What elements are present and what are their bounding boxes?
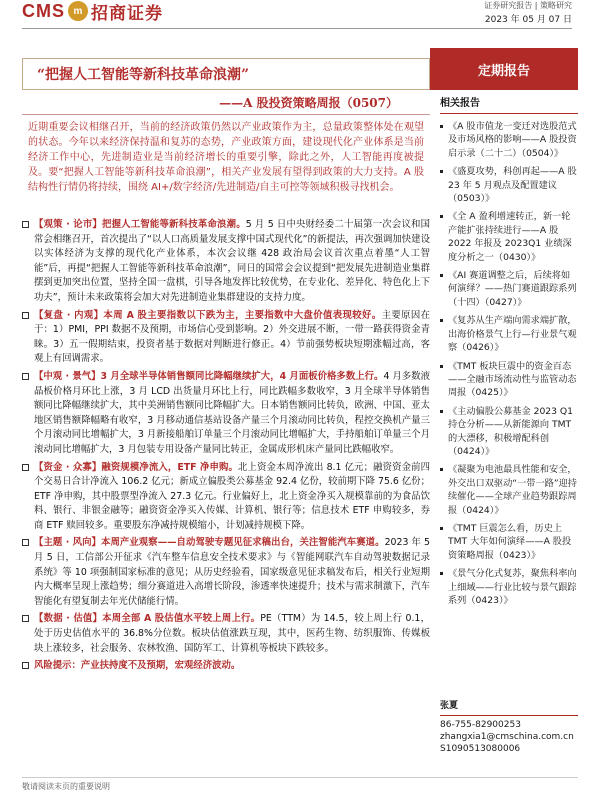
related-reports-sidebar xyxy=(440,94,578,612)
analyst-name: 张夏 xyxy=(440,700,578,716)
paragraph-heading: 【中观 · 景气】3 月全球半导体销售额同比降幅继续扩大，4 月面板价格多数上行。 xyxy=(34,370,384,382)
checkbox-bullet-icon xyxy=(22,373,29,380)
paragraph-text: 主要原因在于：1）PMI，PPI 数据不及预期，市场信心受到影响。2）外交进展不断，一带一路获得资金青睐。3）五一假期结束，投资者基于数据对判断进行修正。4）节前强势板块短期涨幅过高，客观上有回调需求。 xyxy=(34,309,430,365)
related-report-item[interactable] xyxy=(440,522,578,562)
paragraph-risk xyxy=(22,659,430,674)
logo-badge-icon: m xyxy=(68,1,88,21)
bullet-icon xyxy=(440,170,443,173)
related-report-item[interactable] xyxy=(440,165,578,205)
footer-divider xyxy=(22,777,578,778)
paragraph-text: 北上资金本周净流出 8.1 亿元；融资资金前四个交易日合计净流入 106.2 亿元；新成立偏股类公募基金 92.4 亿份，较前期下降 75.6 亿份；ETF 净申购，其中股票型净流入 27.3 亿元。行业偏好上，北上资金净买入规模靠前的为食品饮料、银行、非银金融等；融资资金净买入传媒、计算机、银行等；信息技术 ETF 申购较多，券商 ETF 赎回较多。重要股东净减持规模缩小，计划减持规模下降。 xyxy=(34,461,430,531)
bullet-icon xyxy=(440,365,443,368)
related-report-text: 《全 A 盈利增速转正，新一轮产能扩张持续进行——A 股 2022 年报及 2023Q1 业绩深度分析之一（0430）》 xyxy=(448,211,572,263)
related-report-text: 《盛夏攻势，科创再起——A 股 23 年 5 月观点及配置建议（0503）》 xyxy=(448,166,577,205)
report-tag: 定期报告 xyxy=(430,48,578,90)
paragraph-heading: 【数据 · 估值】本周全部 A 股估值水平较上周上行。 xyxy=(34,613,261,625)
paragraph-text: 5 月 5 日中央财经委二十届第一次会议和国常会相继召开，首次提出了“以人口高质量发展支撑中国式现代化”的新提法，再次强调加快建设以实体经济为支撑的现代化产业体系，本次会议继 428 政治局会议首次重点着墨“人工智能”后，再提“把握人工智能等新科技革命浪潮”，同日的国常会会议提到“把发展先进制造业集群摆到更加突出位置，坚持全国一盘棋，引导各地发挥比较优势，在专业化、差异化、特色化上下功夫”，预计未来政策将会加大对先进制造业集群建设的支持力度。 xyxy=(34,219,430,303)
paragraph-heading: 【资金 · 众寡】融资规模净流入，ETF 净申购。 xyxy=(34,461,238,473)
checkbox-bullet-icon xyxy=(22,539,29,546)
paragraph-industry xyxy=(22,370,430,458)
bullet-icon xyxy=(440,125,443,128)
related-report-text: 《景气分化式复苏，聚焦科率向上细域——行业比较与景气跟踪系列（0423）》 xyxy=(448,568,577,606)
title-box xyxy=(22,58,430,90)
paragraph-text: 4 月多数液晶板价格月环比上涨，3 月 LCD 出货量月环比上行，同比跌幅多数收窄，3 月全球半导体销售额同比降幅继续扩大，其中美洲销售额同比降幅扩大。日本销售额同比转负，欧洲、中国、亚太地区销售额降幅略有收窄，3 月移动通信基站设备产量三个月滚动同比转负，程控交换机产量三个月滚动同比增幅扩大，3 月新接船舶订单量三个月滚动同比增幅扩大，手持船舶订单量三个月滚动同比增幅扩大，3 月包装专用设备产量同比转正，金属成形机床产量同比跌幅收窄。 xyxy=(34,370,430,455)
bullet-icon xyxy=(440,319,443,322)
checkbox-bullet-icon xyxy=(22,312,29,319)
bullet-icon xyxy=(440,410,443,413)
report-type: 证券研究报告 | 策略研究 xyxy=(484,1,572,10)
paragraph-policy xyxy=(22,218,430,306)
summary-text: 近期重要会议相继召开，当前的经济政策仍然以产业政策作为主，总量政策整体处在观望的状态。今年以来经济保持温和复苏的态势，产业政策方面，建设现代化产业体系是当前经济工作中心，先进制造业是当前经济增长的重要引擎，除此之外，人工智能再度被提及。要“把握人工智能等新科技革命浪潮”，相关产业发展有望得到政策的大力支持。A 股结构性行情仍将持续，围绕 AI+/数字经济/先进制造/自主可控等领域积极寻找机会。 xyxy=(28,122,424,193)
bullet-icon xyxy=(440,274,443,277)
bullet-icon xyxy=(440,572,443,575)
bullet-icon xyxy=(440,527,443,530)
related-report-item[interactable] xyxy=(440,120,578,160)
related-report-text: 《TMT 板块巨震中的资金百态——全融市场流动性与监管动态周报（0425）》 xyxy=(448,360,577,399)
related-report-item[interactable] xyxy=(440,314,578,354)
related-report-item[interactable] xyxy=(440,567,578,607)
bullet-icon xyxy=(440,215,443,218)
paragraph-text: PE（TTM）为 14.5，较上周上行 0.1，处于历史估值水平的 36.8%分位数。板块估值涨跌互现，其中，医药生物、纺织服饰、传媒板块上涨较多，社会服务、农林牧渔、国防军工、计算机等板块下跌较多。 xyxy=(34,613,430,654)
checkbox-bullet-icon xyxy=(22,464,29,471)
checkbox-bullet-icon xyxy=(22,615,29,622)
paragraph-review xyxy=(22,309,430,367)
checkbox-bullet-icon xyxy=(22,662,29,669)
footer-note: 敬请阅读末页的重要说明 xyxy=(22,782,110,791)
paragraph-heading: 【主题 · 风向】本周产业观察——自动驾驶专题见征求稿出台，关注智能汽车赛道。 xyxy=(34,537,385,549)
bullet-icon xyxy=(440,468,443,471)
paragraph-heading: 【观策 · 论市】把握人工智能等新科技革命浪潮。 xyxy=(34,219,246,230)
related-report-item[interactable] xyxy=(440,405,578,459)
risk-warning: 风险提示：产业扶持度不及预期，宏观经济波动。 xyxy=(34,660,241,672)
report-subtitle: ——A 股投资策略周报（0507） xyxy=(219,96,398,110)
analyst-cert: S1090513080006 xyxy=(440,744,521,754)
logo-cn: 招商证券 xyxy=(91,3,163,23)
checkbox-bullet-icon xyxy=(22,221,29,228)
related-report-text: 《凝聚为电池最具性能和安全，外交出口双驱动“一带一路”迎持续催化——全球产业趋势跟踪周报（0424）》 xyxy=(448,464,577,516)
related-report-text: 《复苏从生产端向需求端扩散，出海价格景气上行—行业景气观察（0426）》 xyxy=(448,315,577,354)
related-report-text: 《TMT 巨震怎么看，历史上 TMT 大年如何演绎——A 股投资策略周报（0423）》 xyxy=(448,522,572,561)
paragraph-text: 2023 年 5 月 5 日，工信部公开征求《汽车整车信息安全技术要求》与《智能网联汽车自动驾驶数据记录系统》等 10 项强制国家标准的意见；从历史经验看，国家级意见征求稿发布后，相关行业短期内大概率呈现上涨趋势；细分赛道进入高增长阶段，渗透率快速提升；技术与需求制激下，汽车智能化有望复制去年光伏储能行情。 xyxy=(34,537,430,607)
report-title: “把握人工智能等新科技革命浪潮” xyxy=(37,67,250,83)
analyst-email[interactable]: zhangxia1@cmschina.com.cn xyxy=(440,732,574,742)
analyst-phone: 86-755-82900253 xyxy=(440,720,521,730)
related-report-text: 《A 股市值龙一变迁对选股范式及市场风格的影响——A 股投资启示录（二十二）（0504）》 xyxy=(448,121,577,159)
related-report-text: 《主动偏股公募基金 2023 Q1 持仓分析——从新能源向 TMT 的大漂移，积极增配科创（0424）》 xyxy=(448,405,573,457)
related-report-item[interactable] xyxy=(440,210,578,264)
related-reports-title: 相关报告 xyxy=(440,94,578,114)
paragraph-theme xyxy=(22,536,430,609)
paragraph-valuation xyxy=(22,612,430,656)
company-logo xyxy=(22,0,163,22)
paragraph-heading: 【复盘 · 内观】本周 A 股主要指数以下跌为主，主要指数中大盘价值表现较好。 xyxy=(34,309,382,321)
related-report-item[interactable] xyxy=(440,463,578,517)
analyst-info xyxy=(440,700,578,755)
logo-en: CMS xyxy=(22,0,65,21)
related-report-text: 《AI 赛道调整之后，后续将如何演绎？——热门赛道跟踪系列（十四）（0427）》 xyxy=(448,270,577,308)
related-report-item[interactable] xyxy=(440,269,578,309)
paragraph-funds xyxy=(22,461,430,534)
report-body xyxy=(22,218,430,677)
subtitle-divider xyxy=(22,114,430,115)
header-divider xyxy=(22,28,572,29)
report-date: 2023 年 05 月 07 日 xyxy=(484,15,572,25)
related-report-item[interactable] xyxy=(440,360,578,400)
